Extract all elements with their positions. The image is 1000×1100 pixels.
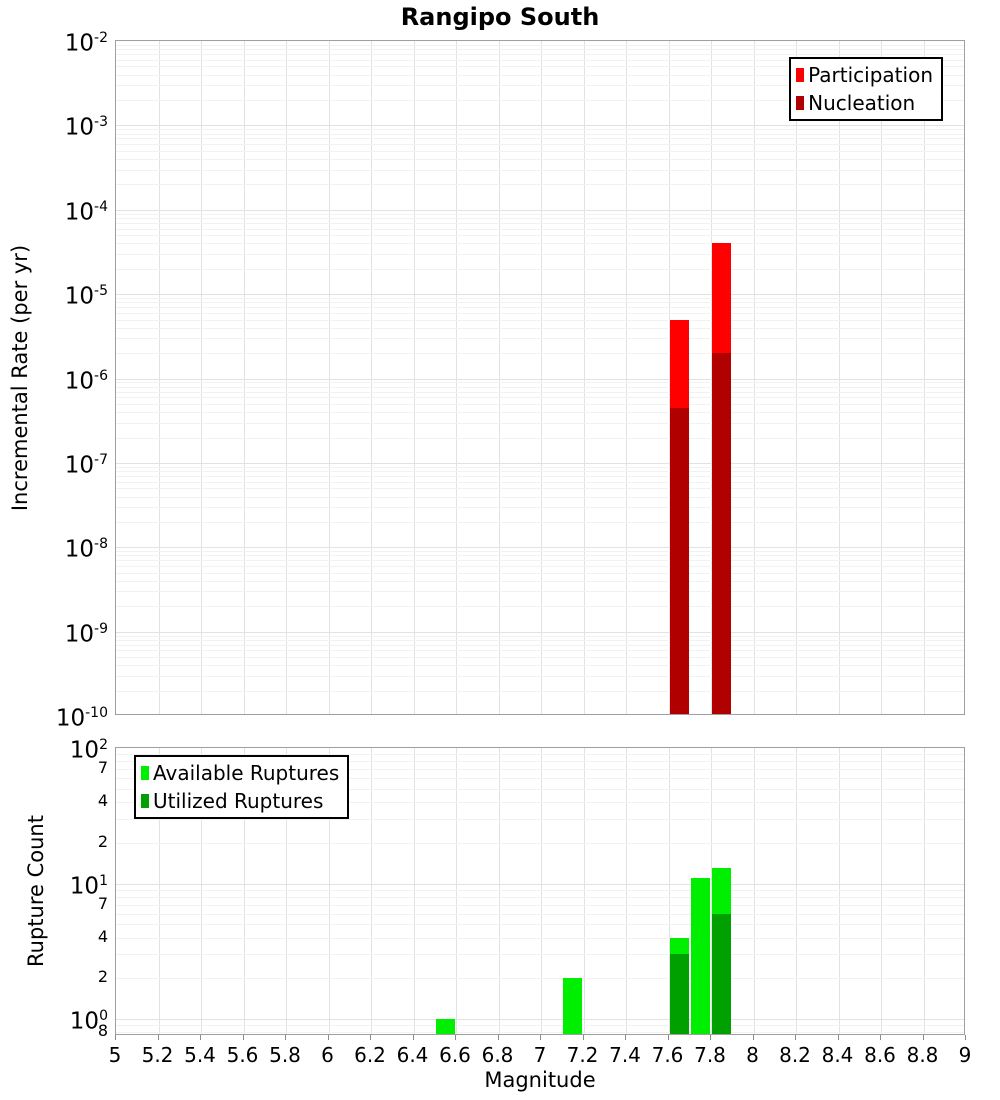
gridline-minor <box>116 328 965 329</box>
gridline-minor <box>116 307 965 308</box>
gridline-minor <box>116 482 965 483</box>
x-tick-mark <box>328 1035 329 1040</box>
gridline-minor <box>116 551 965 552</box>
gridline-major <box>116 210 965 211</box>
gridline-minor <box>116 1032 965 1033</box>
x-tick-label: 6 <box>321 1043 334 1067</box>
gridline-minor <box>116 320 965 321</box>
gridline-minor <box>116 404 965 405</box>
gridline-minor <box>116 218 965 219</box>
gridline-minor <box>116 313 965 314</box>
x-tick-label: 8 <box>746 1043 759 1067</box>
x-tick-mark <box>795 1035 796 1040</box>
y-tick-label: $10^{-4}$ <box>64 198 108 226</box>
gridline-minor <box>116 560 965 561</box>
gridline-minor <box>116 978 965 979</box>
gridline-minor <box>116 49 965 50</box>
x-tick-label: 8.4 <box>821 1043 854 1067</box>
x-tick-label: 7 <box>533 1043 547 1067</box>
legend-item-available-ruptures <box>141 759 339 787</box>
x-tick-label: 7.2 <box>566 1043 599 1067</box>
x-tick-label: 5.2 <box>141 1043 174 1067</box>
x-tick-label: 7.6 <box>651 1043 684 1067</box>
gridline-minor <box>116 665 965 666</box>
y-minor-tick-label: 2 <box>97 831 108 851</box>
figure-title: Rangipo South <box>400 3 600 31</box>
gridline-vertical <box>456 748 457 1035</box>
gridline-minor <box>116 254 965 255</box>
gridline-minor <box>116 476 965 477</box>
x-tick-mark <box>965 1035 966 1040</box>
gridline-major <box>116 379 965 380</box>
gridline-minor <box>116 581 965 582</box>
gridline-minor <box>116 54 965 55</box>
gridline-minor <box>116 134 965 135</box>
gridline-minor <box>116 412 965 413</box>
utilized-ruptures-legend-marker-icon <box>141 794 149 808</box>
count-plot-area <box>115 747 965 1035</box>
x-tick-mark <box>625 1035 626 1040</box>
legend-label: Utilized Ruptures <box>153 789 324 813</box>
gridline-minor <box>116 890 965 891</box>
x-tick-label: 8.2 <box>779 1043 811 1067</box>
gridline-minor <box>116 223 965 224</box>
gridline-minor <box>116 573 965 574</box>
gridline-minor <box>116 938 965 939</box>
x-tick-mark <box>498 1035 499 1040</box>
gridline-minor <box>116 645 965 646</box>
y-minor-tick-label: 8 <box>97 1021 108 1041</box>
x-tick-label: 8.6 <box>864 1043 896 1067</box>
gridline-minor <box>116 229 965 230</box>
gridline-minor <box>116 397 965 398</box>
nucleation-bar <box>670 408 689 715</box>
x-tick-label: 6.4 <box>396 1043 429 1067</box>
gridline-minor <box>116 269 965 270</box>
x-tick-mark <box>583 1035 584 1040</box>
gridline-minor <box>116 954 965 955</box>
gridline-minor <box>116 522 965 523</box>
x-tick-mark <box>880 1035 881 1040</box>
gridline-minor <box>116 144 965 145</box>
legend <box>134 755 349 819</box>
gridline-vertical <box>371 748 372 1035</box>
gridline-vertical <box>584 748 585 1035</box>
gridline-minor <box>116 606 965 607</box>
gridline-minor <box>116 129 965 130</box>
gridline-minor <box>116 636 965 637</box>
gridline-minor <box>116 1025 965 1026</box>
gridline-minor <box>116 467 965 468</box>
gridline-minor <box>116 184 965 185</box>
gridline-major <box>116 632 965 633</box>
gridline-minor <box>116 159 965 160</box>
available-ruptures-legend-marker-icon <box>141 766 149 780</box>
nucleation-bar <box>712 353 731 715</box>
x-tick-mark <box>455 1035 456 1040</box>
gridline-minor <box>116 657 965 658</box>
gridline-vertical <box>839 748 840 1035</box>
gridline-minor <box>116 924 965 925</box>
legend-item-nucleation <box>796 89 933 117</box>
gridline-minor <box>116 138 965 139</box>
gridline-minor <box>116 151 965 152</box>
gridline-minor <box>116 488 965 489</box>
gridline-vertical <box>499 748 500 1035</box>
gridline-minor <box>116 640 965 641</box>
rate-plot-area <box>115 40 965 715</box>
x-tick-label: 6.8 <box>481 1043 514 1067</box>
y-tick-label: $10^0$ <box>69 1008 108 1035</box>
gridline-major <box>116 1019 965 1020</box>
gridline-major <box>116 463 965 464</box>
x-tick-label: 5.8 <box>269 1043 301 1067</box>
nucleation-legend-marker-icon <box>796 96 804 110</box>
x-tick-label: 7.8 <box>694 1043 726 1067</box>
y-tick-label: $10^{-9}$ <box>64 620 108 648</box>
gridline-major <box>116 125 965 126</box>
gridline-vertical <box>796 748 797 1035</box>
gridline-vertical <box>881 748 882 1035</box>
y-minor-tick-label: 7 <box>97 758 108 777</box>
gridline-minor <box>116 392 965 393</box>
x-tick-mark <box>838 1035 839 1040</box>
legend-item-utilized-ruptures <box>141 787 339 815</box>
y-axis-label-count: Rupture Count <box>24 815 48 967</box>
x-tick-label: 8.8 <box>906 1043 939 1067</box>
y-tick-label: $10^{-3}$ <box>64 114 108 142</box>
x-tick-mark <box>923 1035 924 1040</box>
gridline-vertical <box>754 748 755 1035</box>
y-tick-label: $10^{-8}$ <box>64 536 108 563</box>
legend-label: Available Ruptures <box>153 761 340 785</box>
y-tick-label: $10^{-6}$ <box>64 367 108 395</box>
legend-label: Participation <box>808 63 933 87</box>
x-tick-mark <box>540 1035 541 1040</box>
x-tick-label: 5.4 <box>184 1043 216 1067</box>
y-tick-label: $10^{-2}$ <box>64 30 108 57</box>
gridline-minor <box>116 591 965 592</box>
gridline-vertical <box>924 748 925 1035</box>
legend-label: Nucleation <box>808 91 916 115</box>
legend <box>789 57 943 121</box>
gridline-minor <box>116 214 965 215</box>
gridline-major <box>116 884 965 885</box>
available-ruptures-bar <box>563 978 582 1035</box>
legend-item-participation <box>796 61 933 89</box>
utilized-ruptures-bar <box>670 954 689 1035</box>
gridline-minor <box>116 302 965 303</box>
x-tick-label: 9 <box>958 1043 972 1067</box>
x-tick-mark <box>413 1035 414 1040</box>
x-tick-mark <box>285 1035 286 1040</box>
y-axis-label-rate: Incremental Rate (per yr) <box>8 244 32 512</box>
y-tick-label: $10^2$ <box>69 737 108 764</box>
x-tick-label: 6.2 <box>354 1043 386 1067</box>
x-tick-mark <box>200 1035 201 1040</box>
gridline-minor <box>116 243 965 244</box>
gridline-minor <box>116 471 965 472</box>
x-tick-mark <box>710 1035 711 1040</box>
gridline-minor <box>116 423 965 424</box>
x-tick-mark <box>115 1035 116 1040</box>
gridline-minor <box>116 338 965 339</box>
gridline-minor <box>116 387 965 388</box>
x-tick-label: 5.6 <box>226 1043 259 1067</box>
x-tick-label: 5 <box>108 1043 122 1067</box>
gridline-minor <box>116 45 965 46</box>
gridline-minor <box>116 497 965 498</box>
gridline-minor <box>116 298 965 299</box>
x-tick-mark <box>370 1035 371 1040</box>
y-minor-tick-label: 7 <box>97 893 108 913</box>
gridline-minor <box>116 507 965 508</box>
x-tick-label: 6.6 <box>439 1043 471 1067</box>
gridline-minor <box>116 650 965 651</box>
gridline-vertical <box>414 748 415 1035</box>
gridline-minor <box>116 819 965 820</box>
x-tick-mark <box>158 1035 159 1040</box>
gridline-minor <box>116 438 965 439</box>
y-minor-tick-label: 4 <box>97 790 108 810</box>
gridline-minor <box>116 914 965 915</box>
utilized-ruptures-bar <box>712 914 731 1035</box>
x-tick-mark <box>243 1035 244 1040</box>
gridline-minor <box>116 555 965 556</box>
gridline-minor <box>116 691 965 692</box>
gridline-minor <box>116 843 965 844</box>
x-axis-label: Magnitude <box>484 1068 596 1092</box>
y-tick-label: $10^{-5}$ <box>64 283 108 310</box>
gridline-minor <box>116 170 965 171</box>
gridline-minor <box>116 676 965 677</box>
gridline-minor <box>116 353 965 354</box>
available-ruptures-bar <box>691 878 710 1035</box>
gridline-minor <box>116 905 965 906</box>
gridline-minor <box>116 382 965 383</box>
y-tick-label: $10^1$ <box>69 872 108 900</box>
y-tick-label: $10^{-10}$ <box>55 705 108 732</box>
gridline-minor <box>116 897 965 898</box>
gridline-minor <box>116 566 965 567</box>
participation-legend-marker-icon <box>796 68 804 82</box>
x-tick-label: 7.4 <box>609 1043 641 1067</box>
x-tick-mark <box>753 1035 754 1040</box>
available-ruptures-bar <box>436 1019 455 1035</box>
x-tick-mark <box>668 1035 669 1040</box>
gridline-major <box>116 294 965 295</box>
y-minor-tick-label: 2 <box>97 967 108 987</box>
y-tick-label: $10^{-7}$ <box>64 451 108 479</box>
y-minor-tick-label: 4 <box>97 926 108 946</box>
gridline-minor <box>116 235 965 236</box>
gridline-vertical <box>626 748 627 1035</box>
gridline-vertical <box>541 748 542 1035</box>
gridline-major <box>116 547 965 548</box>
